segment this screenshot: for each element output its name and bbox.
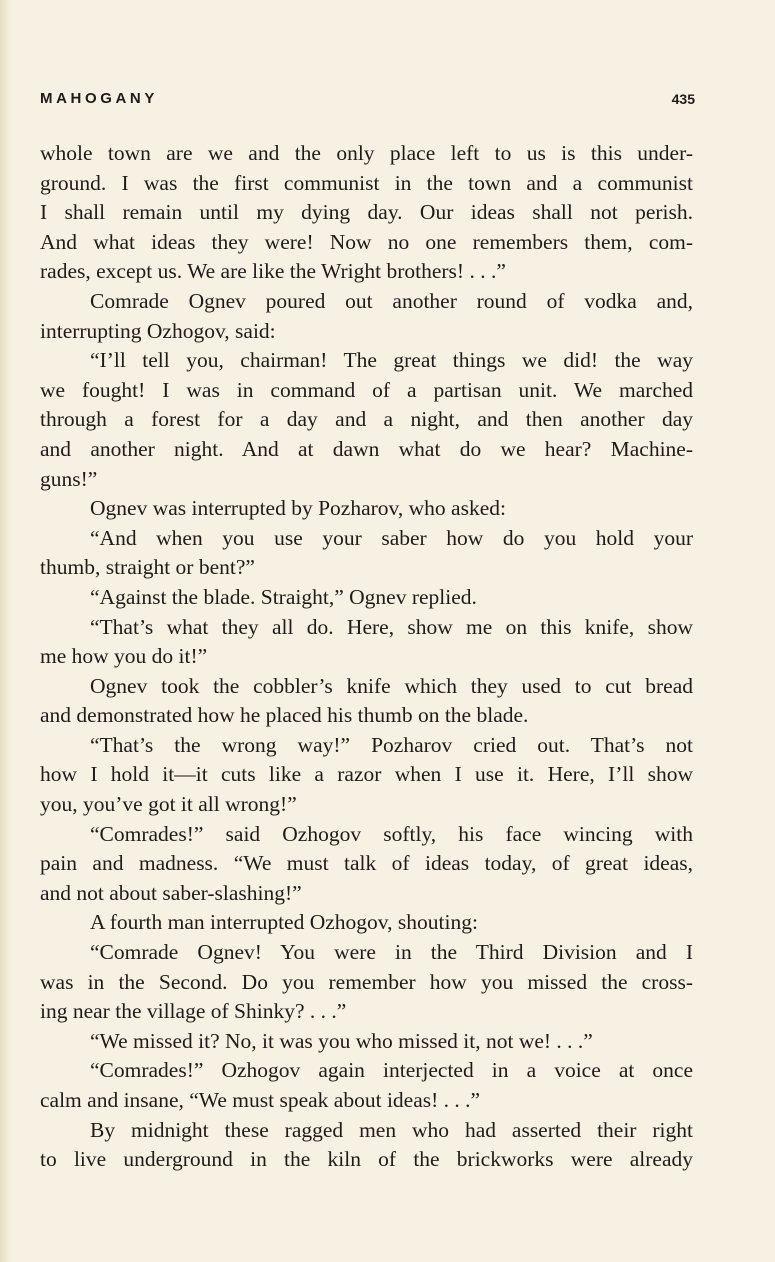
text-line: calm and insane, “We must speak about ideas! . . .” — [40, 1088, 481, 1112]
running-head — [40, 90, 695, 112]
text-line: “I’ll tell you, chairman! The great things we did! the way — [90, 348, 693, 373]
text-line: “And when you use your saber how do you hold your — [90, 525, 693, 550]
text-line: interrupting Ozhogov, said: — [40, 318, 276, 343]
text-line: Ognev took the cobbler’s knife which they used to cut bread — [90, 673, 693, 698]
text-line: Ognev was interrupted by Pozharov, who asked: — [90, 496, 506, 521]
text-line: how I hold it—it cuts like a razor when I use it. Here, I’ll show — [40, 762, 693, 787]
running-title: MAHOGANY — [40, 90, 158, 107]
text-line: thumb, straight or bent?” — [40, 555, 255, 580]
body-text — [40, 139, 693, 1175]
text-line: “Comrades!” Ozhogov again interjected in a voice at once — [90, 1058, 693, 1083]
text-line: I shall remain until my dying day. Our ideas shall not perish. — [40, 200, 693, 225]
text-line: “Comrade Ognev! You were in the Third Division and I — [90, 940, 693, 965]
page-number: 435 — [671, 91, 695, 107]
text-line: “Comrades!” said Ozhogov softly, his face wincing with — [90, 821, 693, 846]
text-line: was in the Second. Do you remember how you missed the cross- — [40, 969, 693, 994]
text-line: ing near the village of Shinky? . . .” — [40, 999, 347, 1024]
text-line: By midnight these ragged men who had asserted their right — [90, 1117, 693, 1142]
text-line: rades, except us. We are like the Wright brothers! . . .” — [40, 259, 506, 284]
text-line: through a forest for a day and a night, and then another day — [40, 407, 693, 432]
text-line: to live underground in the kiln of the brickworks were already — [40, 1147, 693, 1172]
text-line: me how you do it!” — [40, 644, 208, 669]
text-line: and another night. And at dawn what do we hear? Machine- — [40, 436, 693, 461]
text-line: whole town are we and the only place left to us is this under- — [40, 141, 693, 165]
text-line: “Against the blade. Straight,” Ognev replied. — [90, 584, 477, 609]
page-edge-shading — [0, 0, 12, 1262]
text-line: A fourth man interrupted Ozhogov, shouting: — [90, 910, 478, 935]
text-line: and not about saber-slashing!” — [40, 880, 302, 905]
text-line: “That’s what they all do. Here, show me on this knife, show — [90, 614, 693, 639]
text-line: and demonstrated how he placed his thumb on the blade. — [40, 703, 529, 728]
text-line: “We missed it? No, it was you who missed it, not we! . . .” — [90, 1028, 593, 1053]
text-line: Comrade Ognev poured out another round of vodka and, — [90, 288, 693, 313]
text-line: pain and madness. “We must talk of ideas today, of great ideas, — [40, 851, 693, 876]
text-line: we fought! I was in command of a partisan unit. We marched — [40, 377, 693, 402]
text-line: ground. I was the first communist in the town and a communist — [40, 170, 693, 195]
text-line: you, you’ve got it all wrong!” — [40, 792, 297, 817]
text-line: And what ideas they were! Now no one remembers them, com- — [40, 229, 693, 254]
text-line: “That’s the wrong way!” Pozharov cried out. That’s not — [90, 732, 693, 757]
text-line: guns!” — [40, 466, 98, 491]
